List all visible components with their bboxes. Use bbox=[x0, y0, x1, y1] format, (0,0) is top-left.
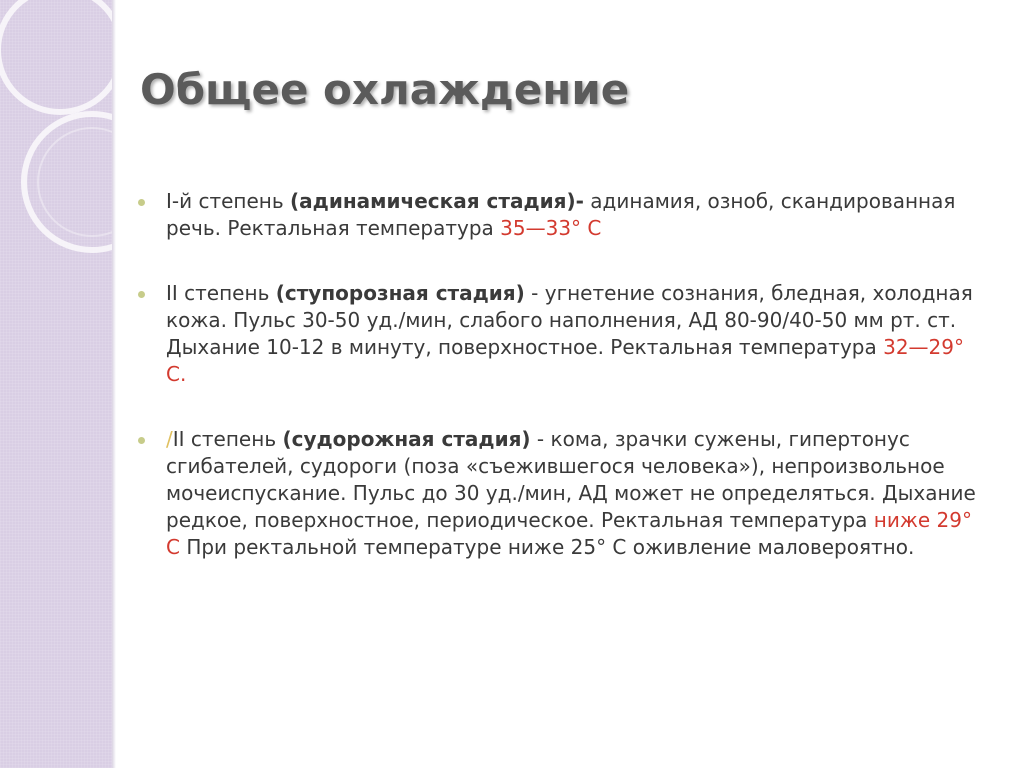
bullet-marker-icon bbox=[138, 199, 145, 206]
bullet-marker-icon bbox=[138, 291, 145, 298]
stage-1-name: (адинамическая стадия)- bbox=[290, 189, 584, 213]
stage-3-prognosis: При ректальной температуре ниже 25° С оживление маловероятно. bbox=[179, 535, 915, 559]
stage-3-temperature: ниже 29° С bbox=[166, 508, 972, 559]
stage-3-name: (судорожная стадия) bbox=[282, 427, 531, 451]
bullet-marker-icon bbox=[138, 437, 145, 444]
decorative-sidebar bbox=[0, 0, 112, 768]
stage-2-prefix: II степень bbox=[166, 281, 276, 305]
stage-1-prefix: I-й степень bbox=[166, 189, 291, 213]
slide-title: Общее охлаждение bbox=[140, 65, 630, 114]
bullet-list bbox=[138, 188, 980, 561]
stage-3-accent-mark: / bbox=[166, 427, 173, 451]
bullet-stage-3 bbox=[138, 426, 980, 561]
bullet-stage-1 bbox=[138, 188, 980, 242]
sidebar-edge-shadow bbox=[112, 0, 116, 768]
stage-2-temperature: 32—29° С. bbox=[166, 335, 965, 386]
stage-3-prefix: II степень bbox=[172, 427, 283, 451]
stage-2-description: - угнетение сознания, бледная, холодная кожа. Пульс 30-50 уд./мин, слабого наполнения, АД 80-90/40-50 мм рт. ст. Дыхание 10-12 в минуту, поверхностное. Ректальная температура bbox=[166, 281, 973, 359]
bullet-stage-2 bbox=[138, 280, 980, 388]
stage-1-description: адинамия, озноб, скандированная речь. Ректальная температура bbox=[166, 189, 956, 240]
stage-2-name: (ступорозная стадия) bbox=[275, 281, 525, 305]
stage-1-temperature: 35—33° С bbox=[500, 216, 602, 240]
decorative-circles bbox=[0, 0, 112, 768]
stage-3-description: - кома, зрачки сужены, гипертонус сгибателей, судороги (поза «съежившегося человека»), непроизвольное мочеиспускание. Пульс до 30 уд./мин, АД может не определяться. Дыхание редкое, поверхностное, периодическое. Ректальная температура bbox=[166, 427, 976, 532]
